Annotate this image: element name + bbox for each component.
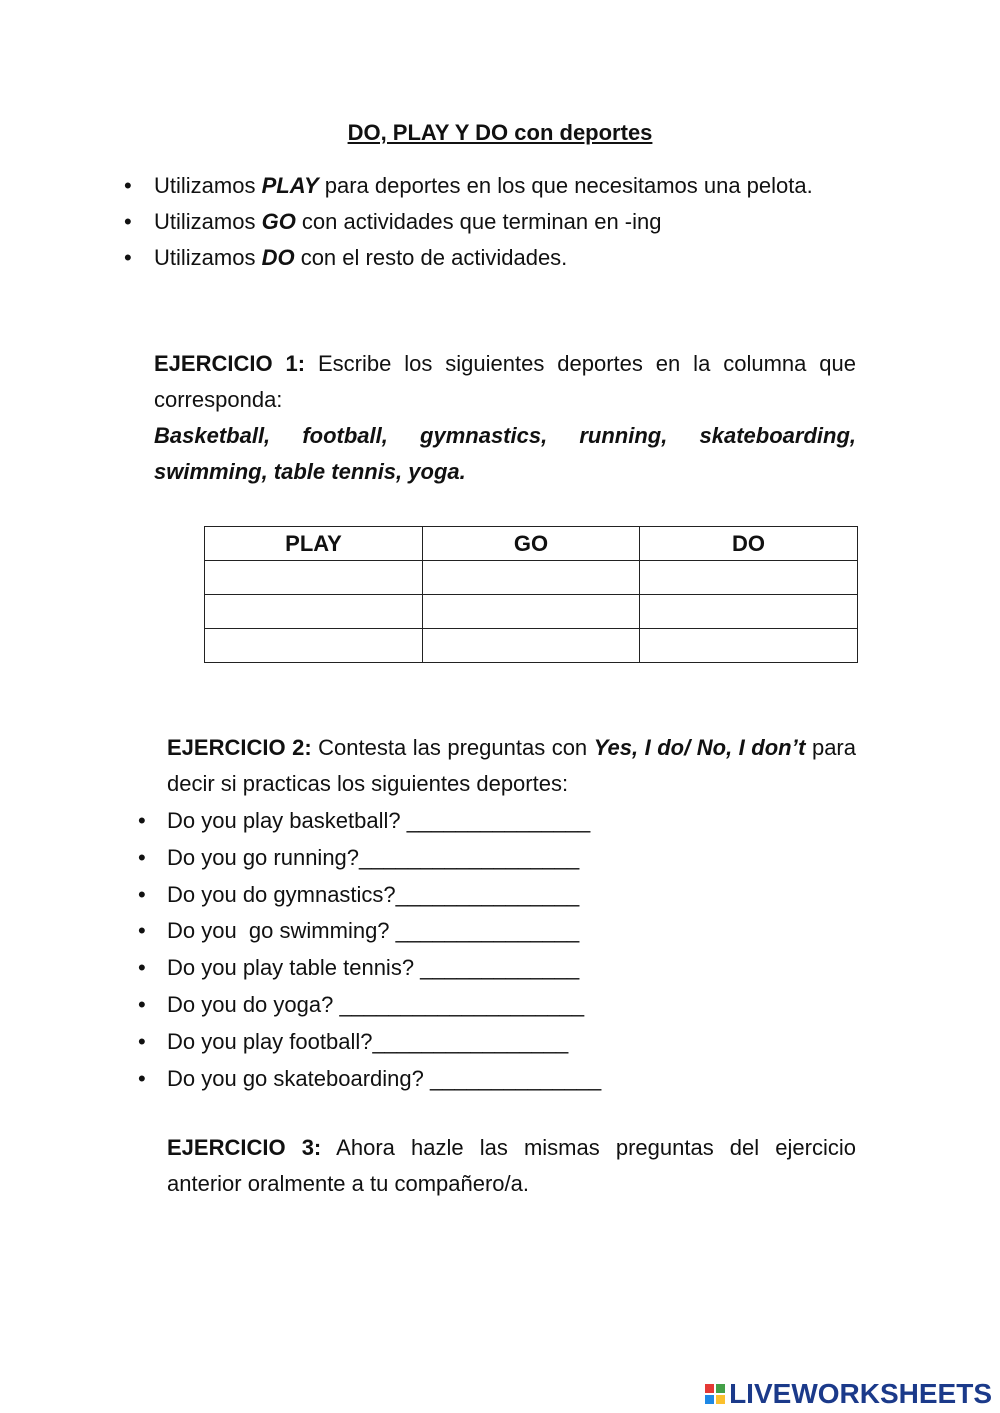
exercise-1: [154, 346, 856, 490]
answer-cell[interactable]: [205, 595, 423, 629]
question-item[interactable]: • Do you play table tennis? _____________: [134, 950, 601, 987]
answer-cell[interactable]: [423, 595, 640, 629]
page-title: DO, PLAY Y DO con deportes: [347, 120, 653, 145]
question-list: [134, 803, 601, 1097]
answer-cell[interactable]: [205, 629, 423, 663]
logo-square: [716, 1395, 725, 1404]
column-header-go: GO: [423, 527, 640, 561]
question-item[interactable]: • Do you play basketball? _______________: [134, 803, 601, 840]
answer-cell[interactable]: [205, 561, 423, 595]
question-item[interactable]: • Do you go swimming? _______________: [134, 913, 601, 950]
question-item[interactable]: • Do you do yoga? ____________________: [134, 987, 601, 1024]
liveworksheets-logo: [705, 1378, 992, 1410]
question-item[interactable]: • Do you go skateboarding? ______________: [134, 1061, 601, 1098]
logo-square: [705, 1384, 714, 1393]
answer-cell[interactable]: [423, 561, 640, 595]
answer-cell[interactable]: [423, 629, 640, 663]
column-header-play: PLAY: [205, 527, 423, 561]
logo-square: [705, 1395, 714, 1404]
table-row: [205, 561, 858, 595]
rule-do: • Utilizamos DO con el resto de actividades.: [120, 240, 856, 276]
answer-cell[interactable]: [640, 561, 858, 595]
column-header-do: DO: [640, 527, 858, 561]
question-item[interactable]: • Do you play football?________________: [134, 1024, 601, 1061]
sports-table: [204, 526, 858, 663]
answer-cell[interactable]: [640, 629, 858, 663]
exercise-3-instruction: EJERCICIO 3: Ahora hazle las mismas preguntas del ejercicio anterior oralmente a tu compañero/a.: [167, 1135, 856, 1196]
exercise-1-word-list: Basketball, football, gymnastics, running, skateboarding, swimming, table tennis, yoga.: [154, 423, 856, 484]
rule-go: • Utilizamos GO con actividades que terminan en -ing: [120, 204, 856, 240]
logo-mark-icon: [705, 1384, 725, 1404]
exercise-2-instruction: EJERCICIO 2: Contesta las preguntas con Yes, I do/ No, I don’t para decir si practicas los siguientes deportes:: [167, 735, 856, 796]
rule-play: • Utilizamos PLAY para deportes en los que necesitamos una pelota.: [120, 168, 856, 204]
logo-text: LIVEWORKSHEETS: [729, 1378, 992, 1409]
exercise-1-instruction: EJERCICIO 1: Escribe los siguientes deportes en la columna que corresponda:: [154, 351, 856, 412]
question-item[interactable]: • Do you go running?__________________: [134, 840, 601, 877]
table-row: [205, 595, 858, 629]
logo-square: [716, 1384, 725, 1393]
answer-cell[interactable]: [640, 595, 858, 629]
rules-list: [120, 168, 856, 276]
question-item[interactable]: • Do you do gymnastics?_______________: [134, 877, 601, 914]
table-row: [205, 629, 858, 663]
